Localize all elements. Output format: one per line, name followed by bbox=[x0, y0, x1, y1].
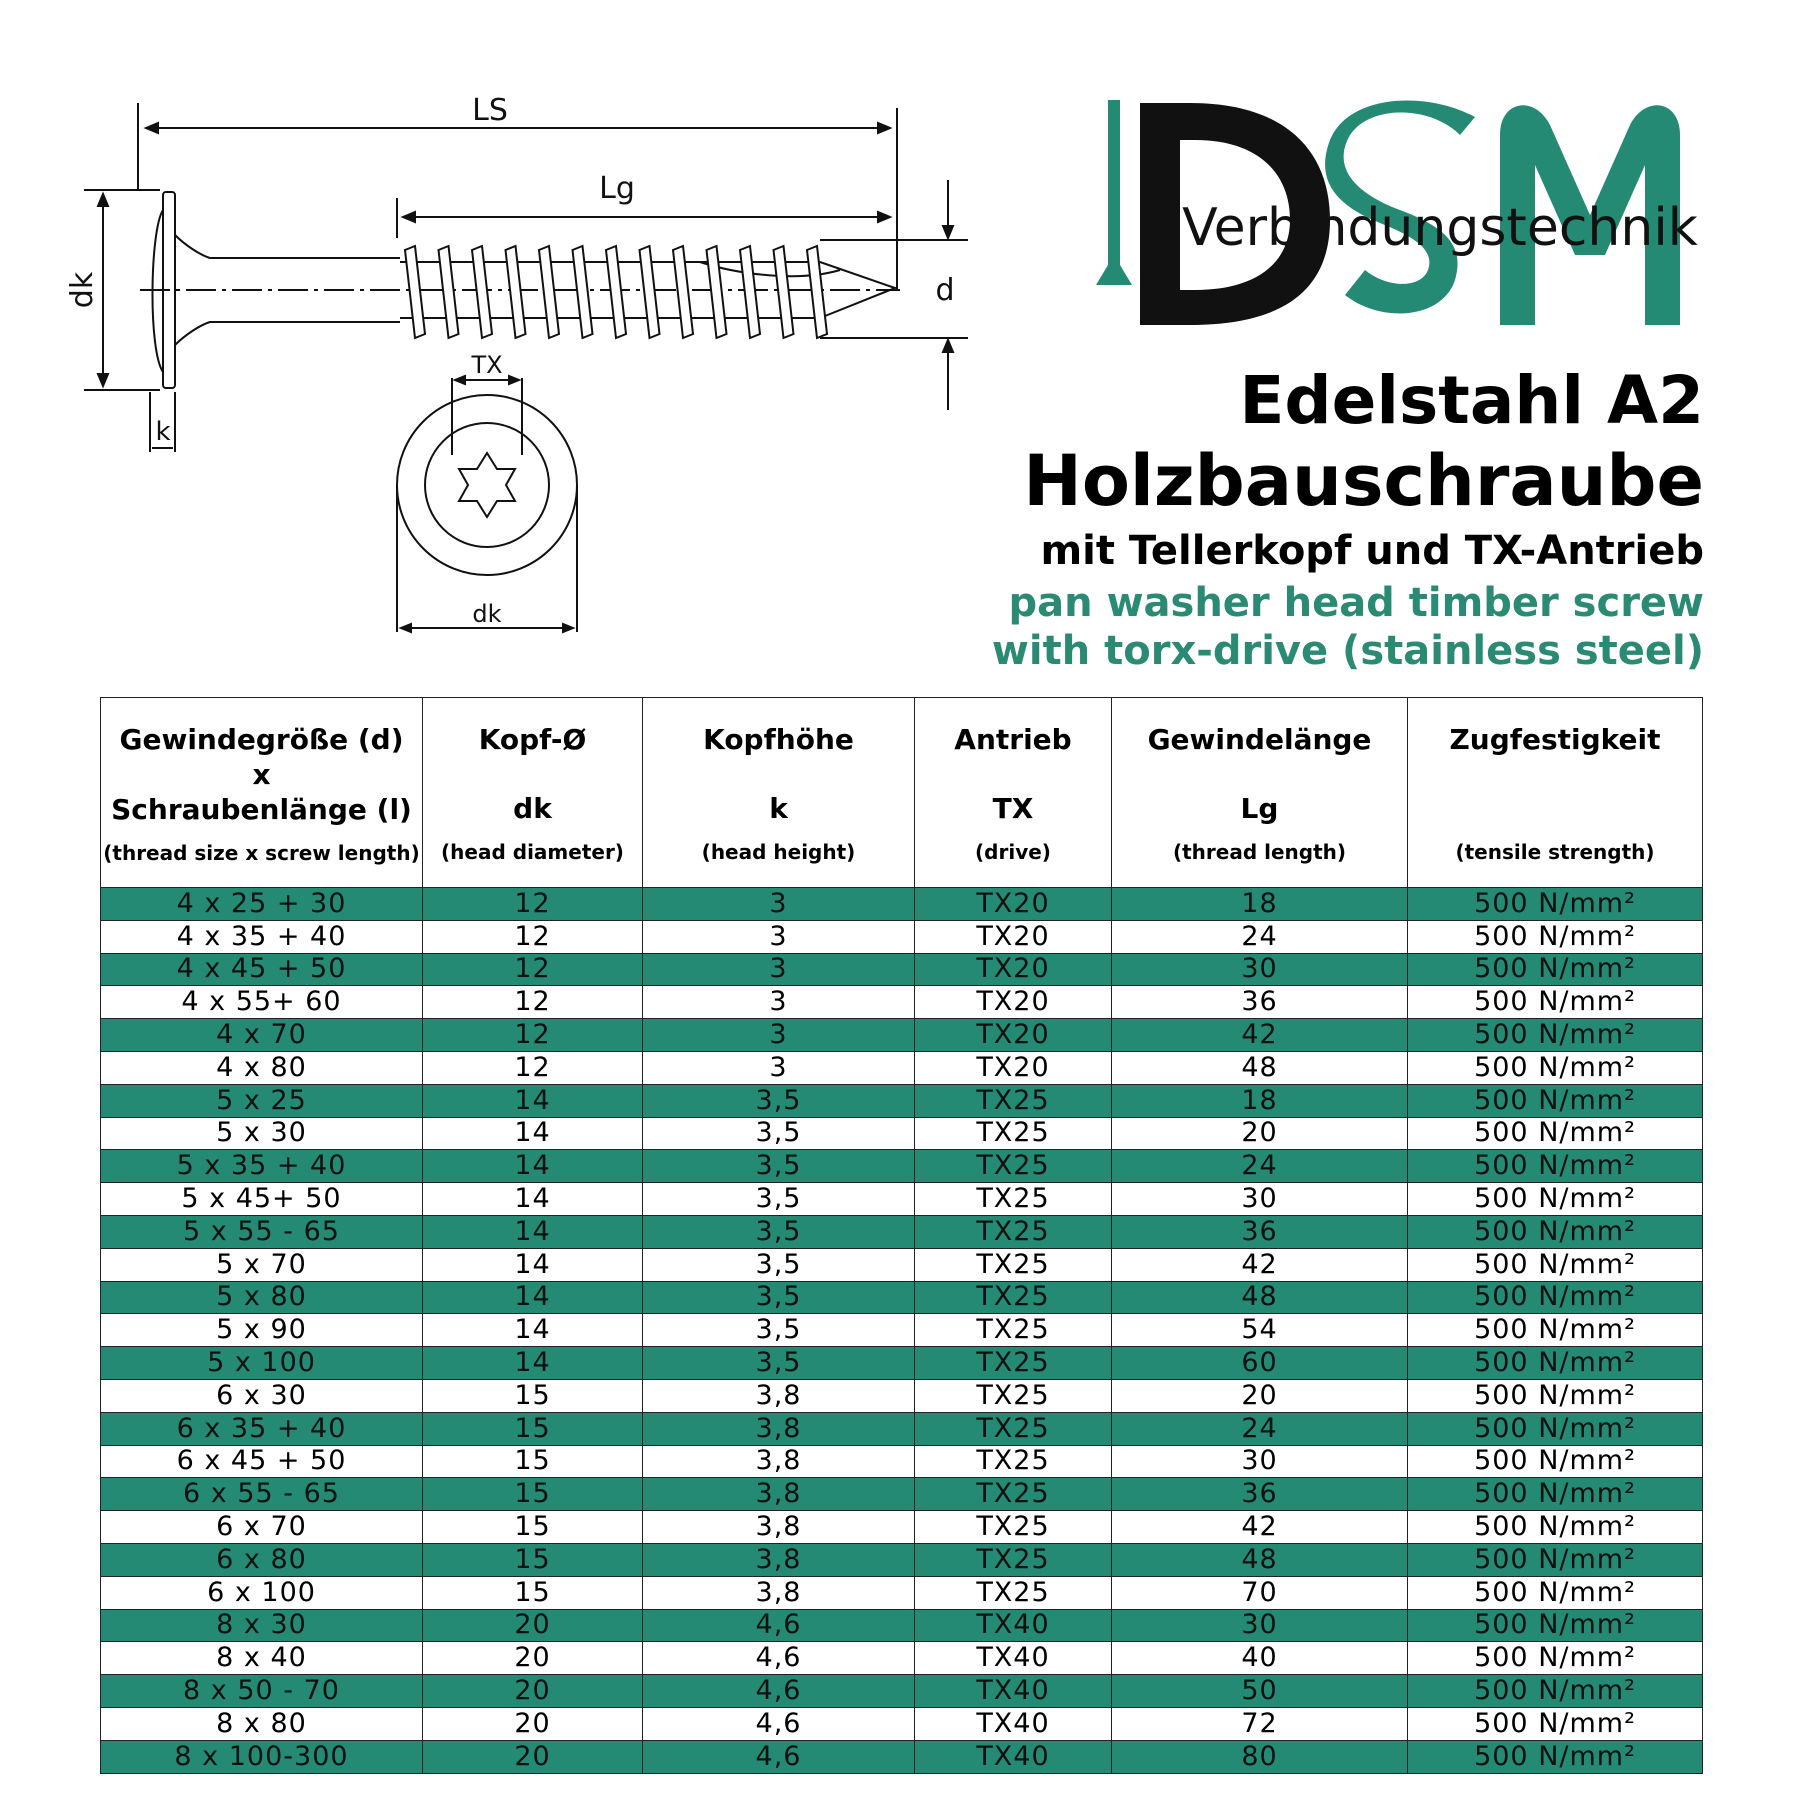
table-row bbox=[101, 1051, 1703, 1084]
cell-head-height: 3,5 bbox=[643, 1314, 915, 1347]
cell-head-diameter: 15 bbox=[423, 1445, 643, 1478]
thread-flank bbox=[539, 246, 559, 338]
cell-head-diameter: 12 bbox=[423, 888, 643, 921]
cell-head-height: 3,5 bbox=[643, 1248, 915, 1281]
table-row bbox=[101, 1543, 1703, 1576]
cell-head-diameter: 14 bbox=[423, 1281, 643, 1314]
header-label: Kopf-Ø bbox=[478, 723, 587, 756]
header-drive bbox=[915, 698, 1112, 888]
cell-drive: TX25 bbox=[915, 1412, 1112, 1445]
cell-size: 5 x 80 bbox=[101, 1281, 423, 1314]
dk-side-label: dk bbox=[65, 271, 100, 309]
table-row bbox=[101, 1347, 1703, 1380]
cell-head-diameter: 15 bbox=[423, 1543, 643, 1576]
header-label: Kopfhöhe bbox=[703, 723, 854, 756]
cell-head-diameter: 12 bbox=[423, 986, 643, 1019]
cell-thread-length: 18 bbox=[1112, 888, 1408, 921]
cell-head-diameter: 12 bbox=[423, 920, 643, 953]
cell-size: 5 x 70 bbox=[101, 1248, 423, 1281]
table-row bbox=[101, 888, 1703, 921]
cell-head-diameter: 14 bbox=[423, 1248, 643, 1281]
table-row bbox=[101, 1183, 1703, 1216]
cell-head-diameter: 14 bbox=[423, 1150, 643, 1183]
table-row bbox=[101, 1314, 1703, 1347]
cell-tensile-strength: 500 N/mm² bbox=[1408, 1511, 1703, 1544]
thread-flank bbox=[807, 246, 827, 338]
cell-size: 5 x 25 bbox=[101, 1084, 423, 1117]
cell-head-height: 4,6 bbox=[643, 1675, 915, 1708]
cell-thread-length: 24 bbox=[1112, 1412, 1408, 1445]
header-label: Gewindelänge bbox=[1147, 723, 1372, 756]
cell-head-height: 3,5 bbox=[643, 1150, 915, 1183]
cell-head-height: 3 bbox=[643, 986, 915, 1019]
cell-drive: TX25 bbox=[915, 1379, 1112, 1412]
cell-head-diameter: 20 bbox=[423, 1675, 643, 1708]
cell-drive: TX20 bbox=[915, 888, 1112, 921]
tx-label: TX bbox=[471, 351, 503, 379]
header-translation: (head height) bbox=[701, 840, 856, 864]
cell-size: 8 x 100-300 bbox=[101, 1740, 423, 1773]
cell-size: 6 x 100 bbox=[101, 1576, 423, 1609]
header-thread-size bbox=[101, 698, 423, 888]
cell-size: 6 x 45 + 50 bbox=[101, 1445, 423, 1478]
cell-head-diameter: 14 bbox=[423, 1117, 643, 1150]
header-symbol: dk bbox=[513, 792, 552, 825]
cell-tensile-strength: 500 N/mm² bbox=[1408, 1084, 1703, 1117]
table-row bbox=[101, 1215, 1703, 1248]
cell-size: 8 x 30 bbox=[101, 1609, 423, 1642]
table-row bbox=[101, 986, 1703, 1019]
cell-thread-length: 42 bbox=[1112, 1248, 1408, 1281]
cell-thread-length: 24 bbox=[1112, 1150, 1408, 1183]
cell-head-height: 3,8 bbox=[643, 1511, 915, 1544]
cell-tensile-strength: 500 N/mm² bbox=[1408, 1117, 1703, 1150]
cell-size: 6 x 55 - 65 bbox=[101, 1478, 423, 1511]
cell-tensile-strength: 500 N/mm² bbox=[1408, 1707, 1703, 1740]
cell-head-height: 3,8 bbox=[643, 1379, 915, 1412]
cell-size: 5 x 30 bbox=[101, 1117, 423, 1150]
cell-drive: TX25 bbox=[915, 1314, 1112, 1347]
cell-head-diameter: 20 bbox=[423, 1609, 643, 1642]
thread-flank bbox=[707, 246, 727, 338]
cell-head-height: 4,6 bbox=[643, 1642, 915, 1675]
cell-thread-length: 48 bbox=[1112, 1051, 1408, 1084]
d-label: d bbox=[935, 273, 955, 308]
cell-tensile-strength: 500 N/mm² bbox=[1408, 1445, 1703, 1478]
thread-flank bbox=[439, 246, 459, 338]
cell-thread-length: 30 bbox=[1112, 1609, 1408, 1642]
table-row bbox=[101, 1445, 1703, 1478]
subtitle-english-2: with torx-drive (stainless steel) bbox=[991, 628, 1704, 674]
cell-thread-length: 70 bbox=[1112, 1576, 1408, 1609]
logo-screw-icon bbox=[1096, 100, 1132, 285]
cell-head-diameter: 12 bbox=[423, 953, 643, 986]
thread-flanks bbox=[405, 246, 827, 338]
cell-tensile-strength: 500 N/mm² bbox=[1408, 1314, 1703, 1347]
cell-head-height: 3,5 bbox=[643, 1084, 915, 1117]
cell-tensile-strength: 500 N/mm² bbox=[1408, 953, 1703, 986]
header-translation: (drive) bbox=[975, 840, 1051, 864]
subtitle-english-1: pan washer head timber screw bbox=[1008, 580, 1704, 626]
header-translation: (thread length) bbox=[1172, 840, 1347, 864]
table-row bbox=[101, 1281, 1703, 1314]
cell-head-height: 3,8 bbox=[643, 1543, 915, 1576]
cell-head-height: 3 bbox=[643, 1019, 915, 1052]
table-row bbox=[101, 1642, 1703, 1675]
title-product: Holzbauschraube bbox=[1023, 440, 1704, 522]
cell-head-height: 4,6 bbox=[643, 1609, 915, 1642]
cell-thread-length: 20 bbox=[1112, 1379, 1408, 1412]
cell-head-diameter: 15 bbox=[423, 1576, 643, 1609]
cell-head-height: 3,5 bbox=[643, 1215, 915, 1248]
cell-tensile-strength: 500 N/mm² bbox=[1408, 1379, 1703, 1412]
cell-tensile-strength: 500 N/mm² bbox=[1408, 1543, 1703, 1576]
cell-drive: TX25 bbox=[915, 1150, 1112, 1183]
cell-tensile-strength: 500 N/mm² bbox=[1408, 1281, 1703, 1314]
cell-head-height: 3,8 bbox=[643, 1576, 915, 1609]
cell-tensile-strength: 500 N/mm² bbox=[1408, 1051, 1703, 1084]
cell-size: 5 x 35 + 40 bbox=[101, 1150, 423, 1183]
cell-size: 6 x 70 bbox=[101, 1511, 423, 1544]
thread-flank bbox=[606, 246, 626, 338]
cell-tensile-strength: 500 N/mm² bbox=[1408, 1740, 1703, 1773]
k-label: k bbox=[155, 417, 171, 447]
header-tensile-strength bbox=[1408, 698, 1703, 888]
cell-head-diameter: 14 bbox=[423, 1084, 643, 1117]
cell-drive: TX25 bbox=[915, 1445, 1112, 1478]
cell-drive: TX25 bbox=[915, 1248, 1112, 1281]
cell-size: 5 x 90 bbox=[101, 1314, 423, 1347]
cell-tensile-strength: 500 N/mm² bbox=[1408, 1478, 1703, 1511]
header-translation: (tensile strength) bbox=[1455, 840, 1655, 864]
table-row bbox=[101, 1150, 1703, 1183]
cell-thread-length: 30 bbox=[1112, 1445, 1408, 1478]
cell-tensile-strength: 500 N/mm² bbox=[1408, 1675, 1703, 1708]
cell-head-diameter: 20 bbox=[423, 1740, 643, 1773]
cell-thread-length: 36 bbox=[1112, 1215, 1408, 1248]
cell-tensile-strength: 500 N/mm² bbox=[1408, 986, 1703, 1019]
cell-drive: TX40 bbox=[915, 1707, 1112, 1740]
cell-drive: TX25 bbox=[915, 1117, 1112, 1150]
cell-drive: TX25 bbox=[915, 1183, 1112, 1216]
cell-tensile-strength: 500 N/mm² bbox=[1408, 1412, 1703, 1445]
cell-drive: TX25 bbox=[915, 1511, 1112, 1544]
cell-head-height: 3,5 bbox=[643, 1183, 915, 1216]
cell-drive: TX25 bbox=[915, 1543, 1112, 1576]
cell-size: 5 x 100 bbox=[101, 1347, 423, 1380]
table-row bbox=[101, 1379, 1703, 1412]
header-thread-length bbox=[1112, 698, 1408, 888]
table-body bbox=[101, 888, 1703, 1774]
cell-size: 4 x 45 + 50 bbox=[101, 953, 423, 986]
logo-subtitle: Verbindungstechnik bbox=[1182, 198, 1698, 258]
header-symbol: Schraubenlänge (l) bbox=[111, 793, 412, 826]
cell-thread-length: 48 bbox=[1112, 1543, 1408, 1576]
thread-flank bbox=[472, 246, 492, 338]
cell-tensile-strength: 500 N/mm² bbox=[1408, 1576, 1703, 1609]
thread-flank bbox=[573, 246, 593, 338]
cell-thread-length: 48 bbox=[1112, 1281, 1408, 1314]
table-row bbox=[101, 1117, 1703, 1150]
cell-drive: TX20 bbox=[915, 1019, 1112, 1052]
table-row bbox=[101, 1478, 1703, 1511]
cell-drive: TX40 bbox=[915, 1642, 1112, 1675]
table-row bbox=[101, 1707, 1703, 1740]
table-row bbox=[101, 1019, 1703, 1052]
thread-flank bbox=[774, 246, 794, 338]
subtitle-german: mit Tellerkopf und TX-Antrieb bbox=[1040, 528, 1704, 574]
cell-size: 4 x 35 + 40 bbox=[101, 920, 423, 953]
header-label: Gewindegröße (d) bbox=[119, 723, 404, 756]
spec-table bbox=[100, 697, 1703, 1774]
table-row bbox=[101, 1609, 1703, 1642]
header-label: Zugfestigkeit bbox=[1449, 723, 1661, 756]
cell-head-diameter: 14 bbox=[423, 1314, 643, 1347]
cell-head-height: 3 bbox=[643, 920, 915, 953]
table-row bbox=[101, 1412, 1703, 1445]
cell-thread-length: 60 bbox=[1112, 1347, 1408, 1380]
cell-size: 5 x 55 - 65 bbox=[101, 1215, 423, 1248]
cell-size: 4 x 80 bbox=[101, 1051, 423, 1084]
cell-head-height: 3,8 bbox=[643, 1478, 915, 1511]
table-row bbox=[101, 953, 1703, 986]
cell-drive: TX25 bbox=[915, 1576, 1112, 1609]
cell-head-diameter: 14 bbox=[423, 1347, 643, 1380]
table-row bbox=[101, 1675, 1703, 1708]
cell-drive: TX20 bbox=[915, 953, 1112, 986]
cell-tensile-strength: 500 N/mm² bbox=[1408, 1215, 1703, 1248]
cell-thread-length: 20 bbox=[1112, 1117, 1408, 1150]
cell-thread-length: 72 bbox=[1112, 1707, 1408, 1740]
cell-tensile-strength: 500 N/mm² bbox=[1408, 1609, 1703, 1642]
table-row bbox=[101, 1576, 1703, 1609]
header-symbol: TX bbox=[992, 792, 1034, 825]
thread-flank bbox=[506, 246, 526, 338]
lg-label: Lg bbox=[599, 171, 635, 206]
cell-drive: TX20 bbox=[915, 986, 1112, 1019]
cell-tensile-strength: 500 N/mm² bbox=[1408, 1642, 1703, 1675]
table-row bbox=[101, 1084, 1703, 1117]
cell-size: 6 x 30 bbox=[101, 1379, 423, 1412]
table-header-row bbox=[101, 698, 1703, 888]
cell-head-diameter: 20 bbox=[423, 1642, 643, 1675]
cell-head-height: 3,8 bbox=[643, 1412, 915, 1445]
thread-flank bbox=[740, 246, 760, 338]
dk-top-label: dk bbox=[472, 600, 502, 628]
cell-tensile-strength: 500 N/mm² bbox=[1408, 888, 1703, 921]
table-row bbox=[101, 920, 1703, 953]
cell-head-height: 4,6 bbox=[643, 1707, 915, 1740]
cell-thread-length: 30 bbox=[1112, 1183, 1408, 1216]
cell-head-diameter: 20 bbox=[423, 1707, 643, 1740]
header-translation: (thread size x screw length) bbox=[103, 841, 420, 865]
header-symbol-empty bbox=[1408, 791, 1702, 826]
cell-size: 4 x 55+ 60 bbox=[101, 986, 423, 1019]
cell-thread-length: 50 bbox=[1112, 1675, 1408, 1708]
screw-technical-drawing bbox=[0, 0, 1000, 660]
header-label: Antrieb bbox=[954, 723, 1072, 756]
cell-thread-length: 54 bbox=[1112, 1314, 1408, 1347]
thread-flank bbox=[673, 246, 693, 338]
cell-head-height: 3 bbox=[643, 1051, 915, 1084]
header-symbol: Lg bbox=[1240, 792, 1279, 825]
cell-tensile-strength: 500 N/mm² bbox=[1408, 1183, 1703, 1216]
table-row bbox=[101, 1511, 1703, 1544]
cell-head-diameter: 15 bbox=[423, 1379, 643, 1412]
cell-drive: TX25 bbox=[915, 1347, 1112, 1380]
table-row bbox=[101, 1248, 1703, 1281]
cell-drive: TX20 bbox=[915, 920, 1112, 953]
cell-head-height: 3,5 bbox=[643, 1347, 915, 1380]
cell-head-height: 3 bbox=[643, 888, 915, 921]
cell-tensile-strength: 500 N/mm² bbox=[1408, 1019, 1703, 1052]
thread-flank bbox=[405, 246, 425, 338]
cell-thread-length: 30 bbox=[1112, 953, 1408, 986]
header-label: x bbox=[252, 758, 271, 791]
thread-flank bbox=[640, 246, 660, 338]
cell-thread-length: 80 bbox=[1112, 1740, 1408, 1773]
cell-size: 4 x 25 + 30 bbox=[101, 888, 423, 921]
cell-drive: TX20 bbox=[915, 1051, 1112, 1084]
cell-head-height: 3 bbox=[643, 953, 915, 986]
cell-thread-length: 40 bbox=[1112, 1642, 1408, 1675]
cell-size: 6 x 35 + 40 bbox=[101, 1412, 423, 1445]
cell-head-height: 3,8 bbox=[643, 1445, 915, 1478]
cell-head-diameter: 15 bbox=[423, 1412, 643, 1445]
cell-thread-length: 36 bbox=[1112, 986, 1408, 1019]
cell-drive: TX25 bbox=[915, 1215, 1112, 1248]
ls-label: LS bbox=[472, 93, 508, 128]
header-head-diameter bbox=[423, 698, 643, 888]
cell-tensile-strength: 500 N/mm² bbox=[1408, 1347, 1703, 1380]
cell-size: 4 x 70 bbox=[101, 1019, 423, 1052]
cell-tensile-strength: 500 N/mm² bbox=[1408, 920, 1703, 953]
header-symbol: k bbox=[769, 792, 788, 825]
cell-head-diameter: 12 bbox=[423, 1051, 643, 1084]
cell-head-diameter: 14 bbox=[423, 1183, 643, 1216]
cell-drive: TX40 bbox=[915, 1740, 1112, 1773]
cell-tensile-strength: 500 N/mm² bbox=[1408, 1248, 1703, 1281]
cell-head-diameter: 14 bbox=[423, 1215, 643, 1248]
cell-drive: TX40 bbox=[915, 1675, 1112, 1708]
cell-size: 8 x 50 - 70 bbox=[101, 1675, 423, 1708]
cell-size: 5 x 45+ 50 bbox=[101, 1183, 423, 1216]
dsm-logo bbox=[1080, 95, 1730, 345]
cell-head-diameter: 15 bbox=[423, 1478, 643, 1511]
header-translation: (head diameter) bbox=[441, 840, 624, 864]
cell-thread-length: 24 bbox=[1112, 920, 1408, 953]
cell-thread-length: 36 bbox=[1112, 1478, 1408, 1511]
cell-head-diameter: 15 bbox=[423, 1511, 643, 1544]
cell-head-diameter: 12 bbox=[423, 1019, 643, 1052]
cell-drive: TX40 bbox=[915, 1609, 1112, 1642]
cell-drive: TX25 bbox=[915, 1478, 1112, 1511]
cell-size: 6 x 80 bbox=[101, 1543, 423, 1576]
cell-drive: TX25 bbox=[915, 1281, 1112, 1314]
cell-head-height: 3,5 bbox=[643, 1281, 915, 1314]
cell-drive: TX25 bbox=[915, 1084, 1112, 1117]
table-row bbox=[101, 1740, 1703, 1773]
header-head-height bbox=[643, 698, 915, 888]
cell-head-height: 4,6 bbox=[643, 1740, 915, 1773]
cell-thread-length: 42 bbox=[1112, 1019, 1408, 1052]
cell-size: 8 x 40 bbox=[101, 1642, 423, 1675]
cell-tensile-strength: 500 N/mm² bbox=[1408, 1150, 1703, 1183]
cell-size: 8 x 80 bbox=[101, 1707, 423, 1740]
cell-thread-length: 42 bbox=[1112, 1511, 1408, 1544]
title-material: Edelstahl A2 bbox=[1239, 362, 1704, 439]
cell-thread-length: 18 bbox=[1112, 1084, 1408, 1117]
cell-head-height: 3,5 bbox=[643, 1117, 915, 1150]
